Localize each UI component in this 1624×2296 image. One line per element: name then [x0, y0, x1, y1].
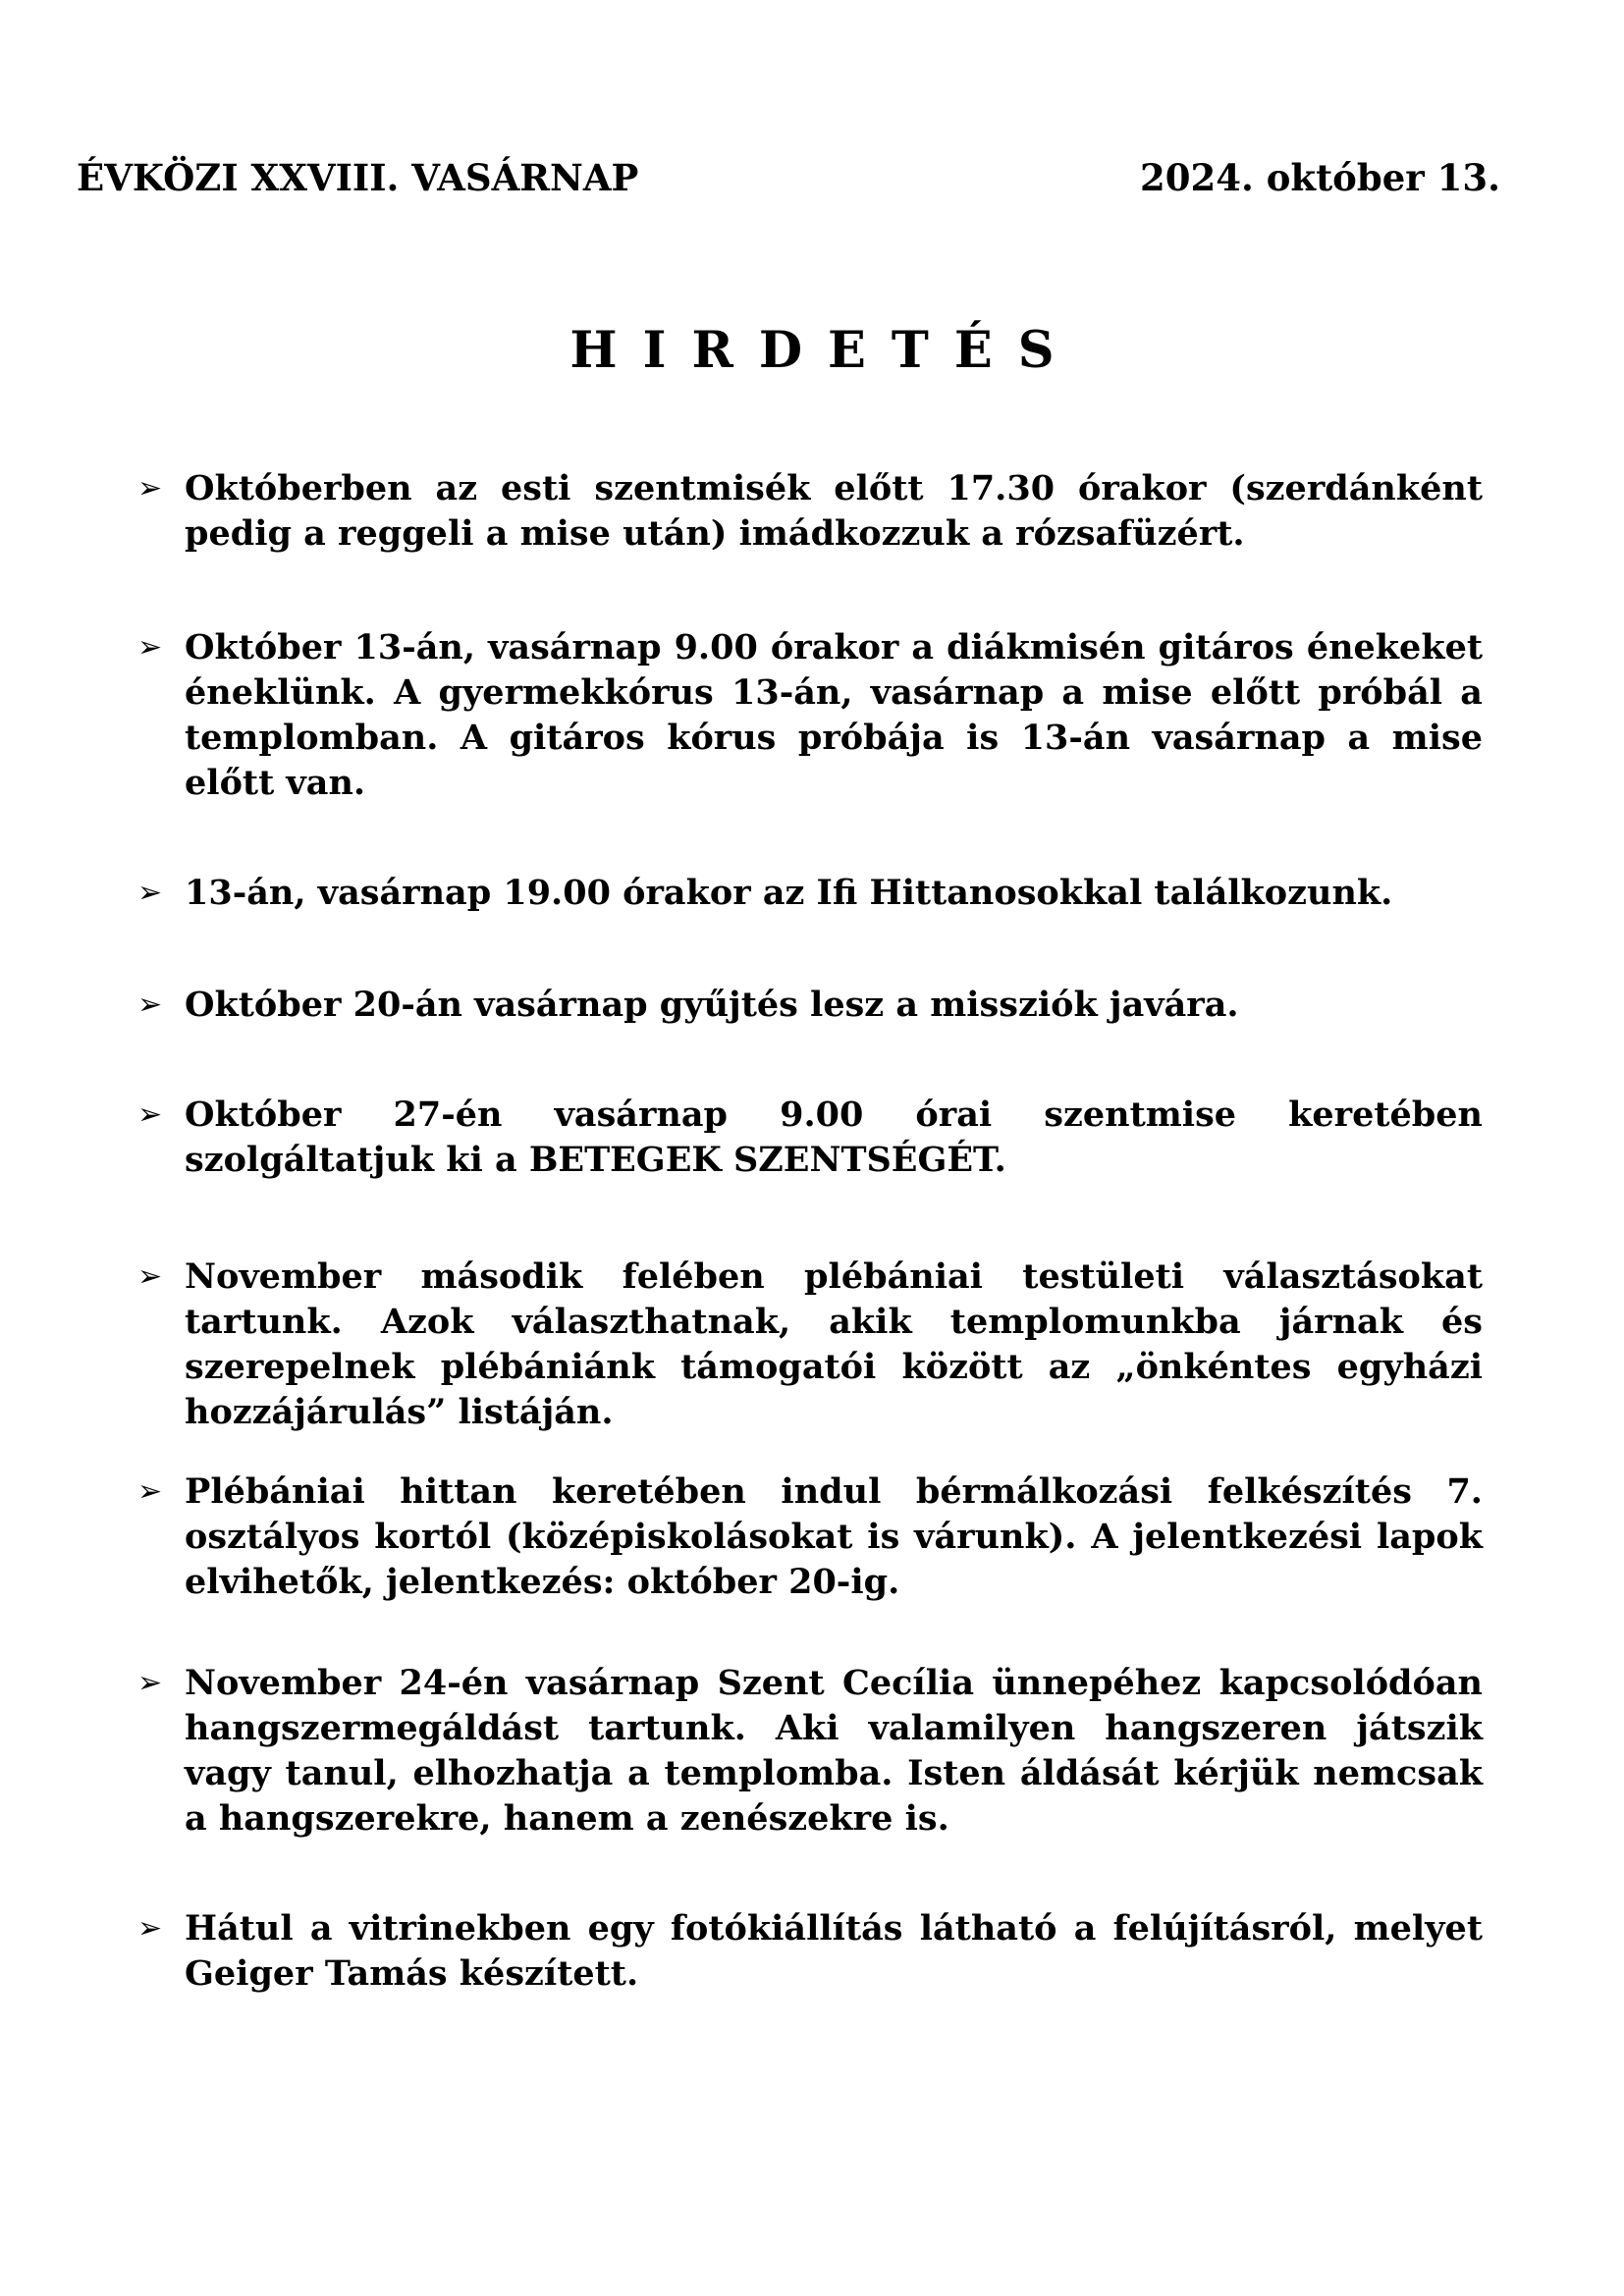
announcement-text: Október 13-án, vasárnap 9.00 órakor a diákmisén gitáros énekeket éneklünk. A gyermekkórus 13-án, vasárnap a mise előtt próbál a templomban. A gitáros kórus próbája is 13-án vasárnap a mise előtt van. [185, 627, 1483, 803]
announcement-text: Október 27-én vasárnap 9.00 órai szentmise keretében szolgáltatjuk ki a BETEGEK SZENTSÉGÉT. [185, 1095, 1483, 1180]
announcement-text: Októberben az esti szentmisék előtt 17.30 órakor (szerdánként pedig a reggeli a mise után) imádkozzuk a rózsafüzért. [185, 468, 1483, 554]
announcement-item [137, 1255, 1483, 1435]
arrow-bullet-icon: ➢ [137, 988, 163, 1022]
arrow-bullet-icon: ➢ [137, 1259, 163, 1294]
title-text: HIRDETÉS [569, 321, 1080, 380]
date: 2024. október 13. [1140, 156, 1500, 199]
page-header [77, 156, 1500, 199]
arrow-bullet-icon: ➢ [137, 471, 163, 506]
announcement-item [137, 1093, 1483, 1183]
arrow-bullet-icon: ➢ [137, 630, 163, 665]
announcement-text: Hátul a vitrinekben egy fotókiállítás látható a felújításról, melyet Geiger Tamás készített. [185, 1908, 1483, 1994]
announcement-item [137, 983, 1483, 1028]
announcement-item [137, 625, 1483, 806]
arrow-bullet-icon: ➢ [137, 1911, 163, 1946]
announcement-text: Plébániai hittan keretében indul bérmálkozási felkészítés 7. osztályos kortól (középiskolásokat is várunk). A jelentkezési lapok elvihetők, jelentkezés: október 20-ig. [185, 1471, 1483, 1602]
announcement-item [137, 871, 1483, 916]
announcement-text: November második felében plébániai testületi választásokat tartunk. Azok választhatnak, akik templomunkba járnak és szerepelnek plébániánk támogatói között az „önkéntes egyházi hozzájárulás” listáján. [185, 1256, 1483, 1432]
announcement-text: November 24-én vasárnap Szent Cecília ünnepéhez kapcsolódóan hangszermegáldást tartunk. Aki valamilyen hangszeren játszik vagy tanul, elhozhatja a templomba. Isten áldását kérjük nemcsak a hangszerekre, hanem a zenészekre is. [185, 1663, 1483, 1839]
arrow-bullet-icon: ➢ [137, 1097, 163, 1132]
announcement-item [137, 1469, 1483, 1605]
page-title [0, 321, 1624, 380]
liturgical-day: ÉVKÖZI XXVIII. VASÁRNAP [77, 156, 639, 199]
announcement-item [137, 466, 1483, 557]
announcement-item [137, 1661, 1483, 1842]
arrow-bullet-icon: ➢ [137, 876, 163, 910]
announcement-text: Október 20-án vasárnap gyűjtés lesz a missziók javára. [185, 985, 1239, 1025]
announcement-text: 13-án, vasárnap 19.00 órakor az Ifi Hittanosokkal találkozunk. [185, 873, 1393, 913]
arrow-bullet-icon: ➢ [137, 1474, 163, 1509]
announcement-item [137, 1906, 1483, 1997]
arrow-bullet-icon: ➢ [137, 1666, 163, 1700]
